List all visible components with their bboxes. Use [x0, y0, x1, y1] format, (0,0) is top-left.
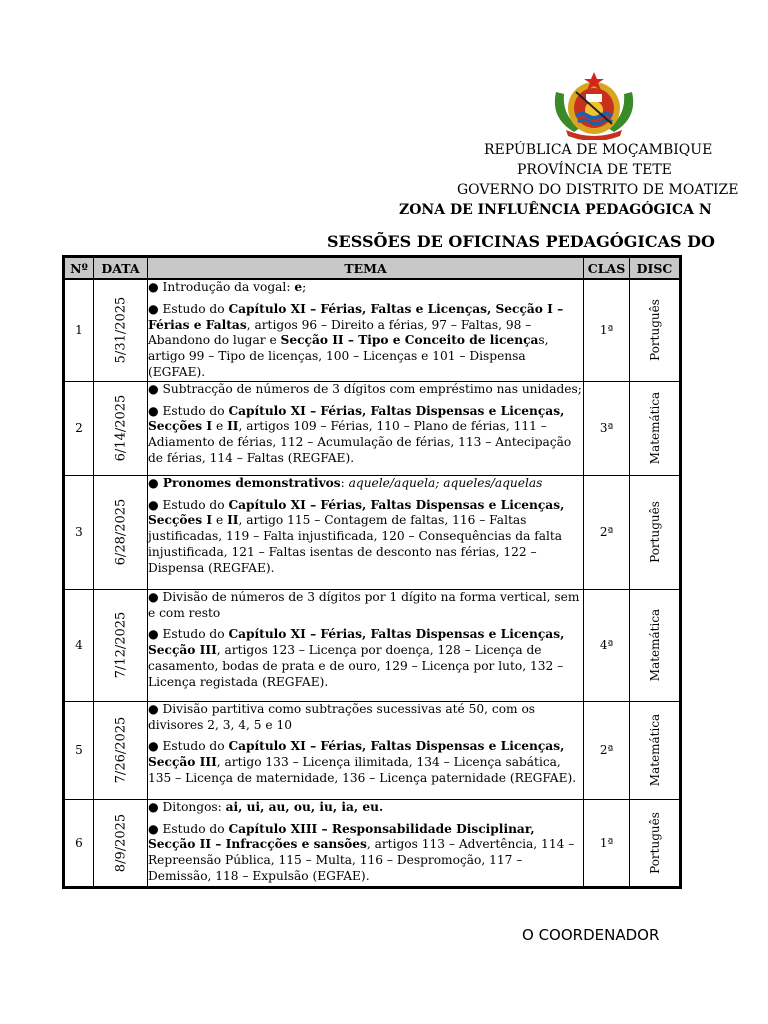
- table-row: [64, 589, 681, 701]
- workshop-schedule-table: [62, 255, 682, 889]
- row-class: 2ª: [584, 475, 630, 589]
- row-theme: [148, 475, 584, 589]
- row-theme: [148, 799, 584, 887]
- page-title: SESSÕES DE OFICINAS PEDAGÓGICAS DO: [327, 232, 715, 251]
- theme-text-segment: ● Subtracção de números de 3 dígitos com empréstimo nas unidades;: [148, 381, 582, 396]
- row-number: 2: [64, 381, 94, 475]
- header-district-government: GOVERNO DO DISTRITO DE MOATIZE: [457, 182, 739, 198]
- row-discipline: Português: [647, 501, 662, 564]
- row-discipline-cell: [630, 475, 681, 589]
- row-discipline: Matemática: [647, 609, 662, 682]
- theme-paragraph: [148, 302, 583, 381]
- theme-text-segment: e: [212, 513, 228, 528]
- row-class: 2ª: [584, 701, 630, 799]
- theme-text-segment: ● Estudo do: [148, 403, 229, 418]
- row-discipline: Português: [647, 811, 662, 874]
- theme-paragraph: [148, 476, 583, 492]
- theme-text-segment: , artigos 96 – Direito a férias, 97 – Faltas, 98 – Abandono do lugar e: [148, 317, 532, 348]
- theme-text-segment: ;: [302, 280, 307, 294]
- header-theme: TEMA: [148, 257, 584, 280]
- row-number: 6: [64, 799, 94, 887]
- row-date-cell: [94, 279, 148, 381]
- row-date: 7/12/2025: [113, 611, 128, 679]
- row-date-cell: [94, 475, 148, 589]
- row-date-cell: [94, 381, 148, 475]
- header-date: DATA: [94, 257, 148, 280]
- coordinator-signature-label: O COORDENADOR: [522, 926, 660, 944]
- theme-text-segment: :: [340, 475, 349, 490]
- theme-text-segment: , artigos 113 – Advertência, 114 – Repreensão Pública, 115 – Multa, 116 – Despromoção, 117 – Demissão, 118 – Expulsão (EGFAE).: [148, 837, 575, 883]
- theme-text-segment: e: [212, 419, 228, 434]
- table-row: [64, 279, 681, 381]
- row-number: 5: [64, 701, 94, 799]
- row-theme: [148, 279, 584, 381]
- theme-text-segment: Capítulo XI – Férias, Faltas e Licenças, Secção I – Férias e Faltas: [148, 301, 564, 332]
- theme-paragraph: [148, 822, 583, 885]
- theme-paragraph: [148, 382, 583, 398]
- row-class: 1ª: [584, 799, 630, 887]
- theme-text-segment: ● Divisão partitiva como subtrações sucessivas até 50, com os divisores 2, 3, 4, 5 e 10: [148, 701, 536, 732]
- row-number: 1: [64, 279, 94, 381]
- coat-of-arms-emblem: [546, 70, 642, 140]
- theme-text-segment: ● Estudo do: [148, 627, 229, 642]
- theme-text-segment: e: [294, 280, 303, 294]
- theme-text-segment: ai, ui, au, ou, iu, ia, eu.: [225, 799, 384, 814]
- theme-text-segment: Capítulo XIII – Responsabilidade Disciplinar, Secção II – Infracções e sansões: [148, 821, 535, 852]
- theme-paragraph: [148, 739, 583, 786]
- row-class: 4ª: [584, 589, 630, 701]
- theme-text-segment: , artigos 109 – Férias, 110 – Plano de férias, 111 – Adiamento de férias, 112 – Acumulação de férias, 113 – Antecipação de férias, 114 – Faltas (REGFAE).: [148, 419, 572, 465]
- row-class: 3ª: [584, 381, 630, 475]
- header-class: CLAS: [584, 257, 630, 280]
- theme-text-segment: Capítulo XI – Férias, Faltas Dispensas e Licenças, Secções I: [148, 403, 565, 434]
- row-number: 4: [64, 589, 94, 701]
- row-date-cell: [94, 589, 148, 701]
- row-discipline-cell: [630, 701, 681, 799]
- header-republic: REPÚBLICA DE MOÇAMBIQUE: [484, 142, 713, 158]
- theme-text-segment: II: [227, 513, 239, 528]
- row-discipline-cell: [630, 381, 681, 475]
- theme-text-segment: ● Ditongos:: [148, 799, 226, 814]
- theme-text-segment: Capítulo XI – Férias, Faltas Dispensas e Licenças, Secção III: [148, 739, 565, 770]
- header-discipline: DISC: [630, 257, 681, 280]
- row-date-cell: [94, 799, 148, 887]
- theme-text-segment: Capítulo XI – Férias, Faltas Dispensas e Licenças, Secção III: [148, 627, 565, 658]
- table-row: [64, 381, 681, 475]
- theme-text-segment: , artigos 123 – Licença por doença, 128 – Licença de casamento, bodas de prata e de ouro, 129 – Licença por luto, 132 – Licença registada (REGFAE).: [148, 643, 564, 689]
- theme-text-segment: ● Estudo do: [148, 739, 229, 754]
- theme-text-segment: ● Estudo do: [148, 821, 229, 836]
- header-province: PROVÍNCIA DE TETE: [517, 162, 672, 178]
- theme-paragraph: [148, 800, 583, 816]
- table-row: [64, 701, 681, 799]
- theme-text-segment: , artigo 133 – Licença ilimitada, 134 – Licença sabática, 135 – Licença de maternidade, 136 – Licença paternidade (REGFAE).: [148, 755, 577, 785]
- theme-text-segment: ● Pronomes demonstrativos: [148, 475, 341, 490]
- row-date: 7/26/2025: [113, 716, 128, 784]
- theme-text-segment: ● Divisão de números de 3 dígitos por 1 dígito na forma vertical, sem e com resto: [148, 589, 580, 620]
- row-date: 6/28/2025: [113, 498, 128, 566]
- theme-paragraph: [148, 702, 583, 734]
- theme-text-segment: ● Introdução da vogal:: [148, 280, 295, 294]
- row-class: 1ª: [584, 279, 630, 381]
- table-header-row: [64, 257, 681, 280]
- theme-paragraph: [148, 627, 583, 690]
- table-row: [64, 475, 681, 589]
- row-discipline: Português: [647, 299, 662, 362]
- theme-text-segment: s, artigo 99 – Tipo de licenças, 100 – Licenças e 101 – Dispensa (EGFAE).: [148, 333, 549, 379]
- row-theme: [148, 701, 584, 799]
- theme-text-segment: ● Estudo do: [148, 497, 229, 512]
- theme-paragraph: [148, 590, 583, 622]
- theme-paragraph: [148, 498, 583, 577]
- theme-text-segment: Secção II – Tipo e Conceito de licença: [280, 333, 539, 348]
- header-pedagogical-zone: ZONA DE INFLUÊNCIA PEDAGÓGICA N: [399, 202, 712, 218]
- table-row: [64, 799, 681, 887]
- row-theme: [148, 589, 584, 701]
- theme-text-segment: aquele/aquela; aqueles/aquelas: [348, 475, 543, 490]
- row-discipline-cell: [630, 589, 681, 701]
- header-number: Nº: [64, 257, 94, 280]
- row-discipline: Matemática: [647, 392, 662, 465]
- row-date: 5/31/2025: [113, 297, 128, 364]
- theme-paragraph: [148, 404, 583, 467]
- theme-text-segment: , artigo 115 – Contagem de faltas, 116 – Faltas justificadas, 119 – Falta injustificada, 120 – Consequências da falta injustificada, 121 – Faltas isentas de desconto nas férias, 122 – Dispensa (REGFAE).: [148, 513, 563, 575]
- row-date-cell: [94, 701, 148, 799]
- row-number: 3: [64, 475, 94, 589]
- row-date: 8/9/2025: [113, 813, 128, 872]
- row-date: 6/14/2025: [113, 394, 128, 462]
- row-theme: [148, 381, 584, 475]
- theme-text-segment: ● Estudo do: [148, 301, 229, 316]
- row-discipline-cell: [630, 799, 681, 887]
- row-discipline-cell: [630, 279, 681, 381]
- theme-text-segment: Capítulo XI – Férias, Faltas Dispensas e Licenças, Secções I: [148, 497, 565, 528]
- theme-paragraph: [148, 280, 583, 296]
- theme-text-segment: II: [227, 419, 239, 434]
- row-discipline: Matemática: [647, 714, 662, 787]
